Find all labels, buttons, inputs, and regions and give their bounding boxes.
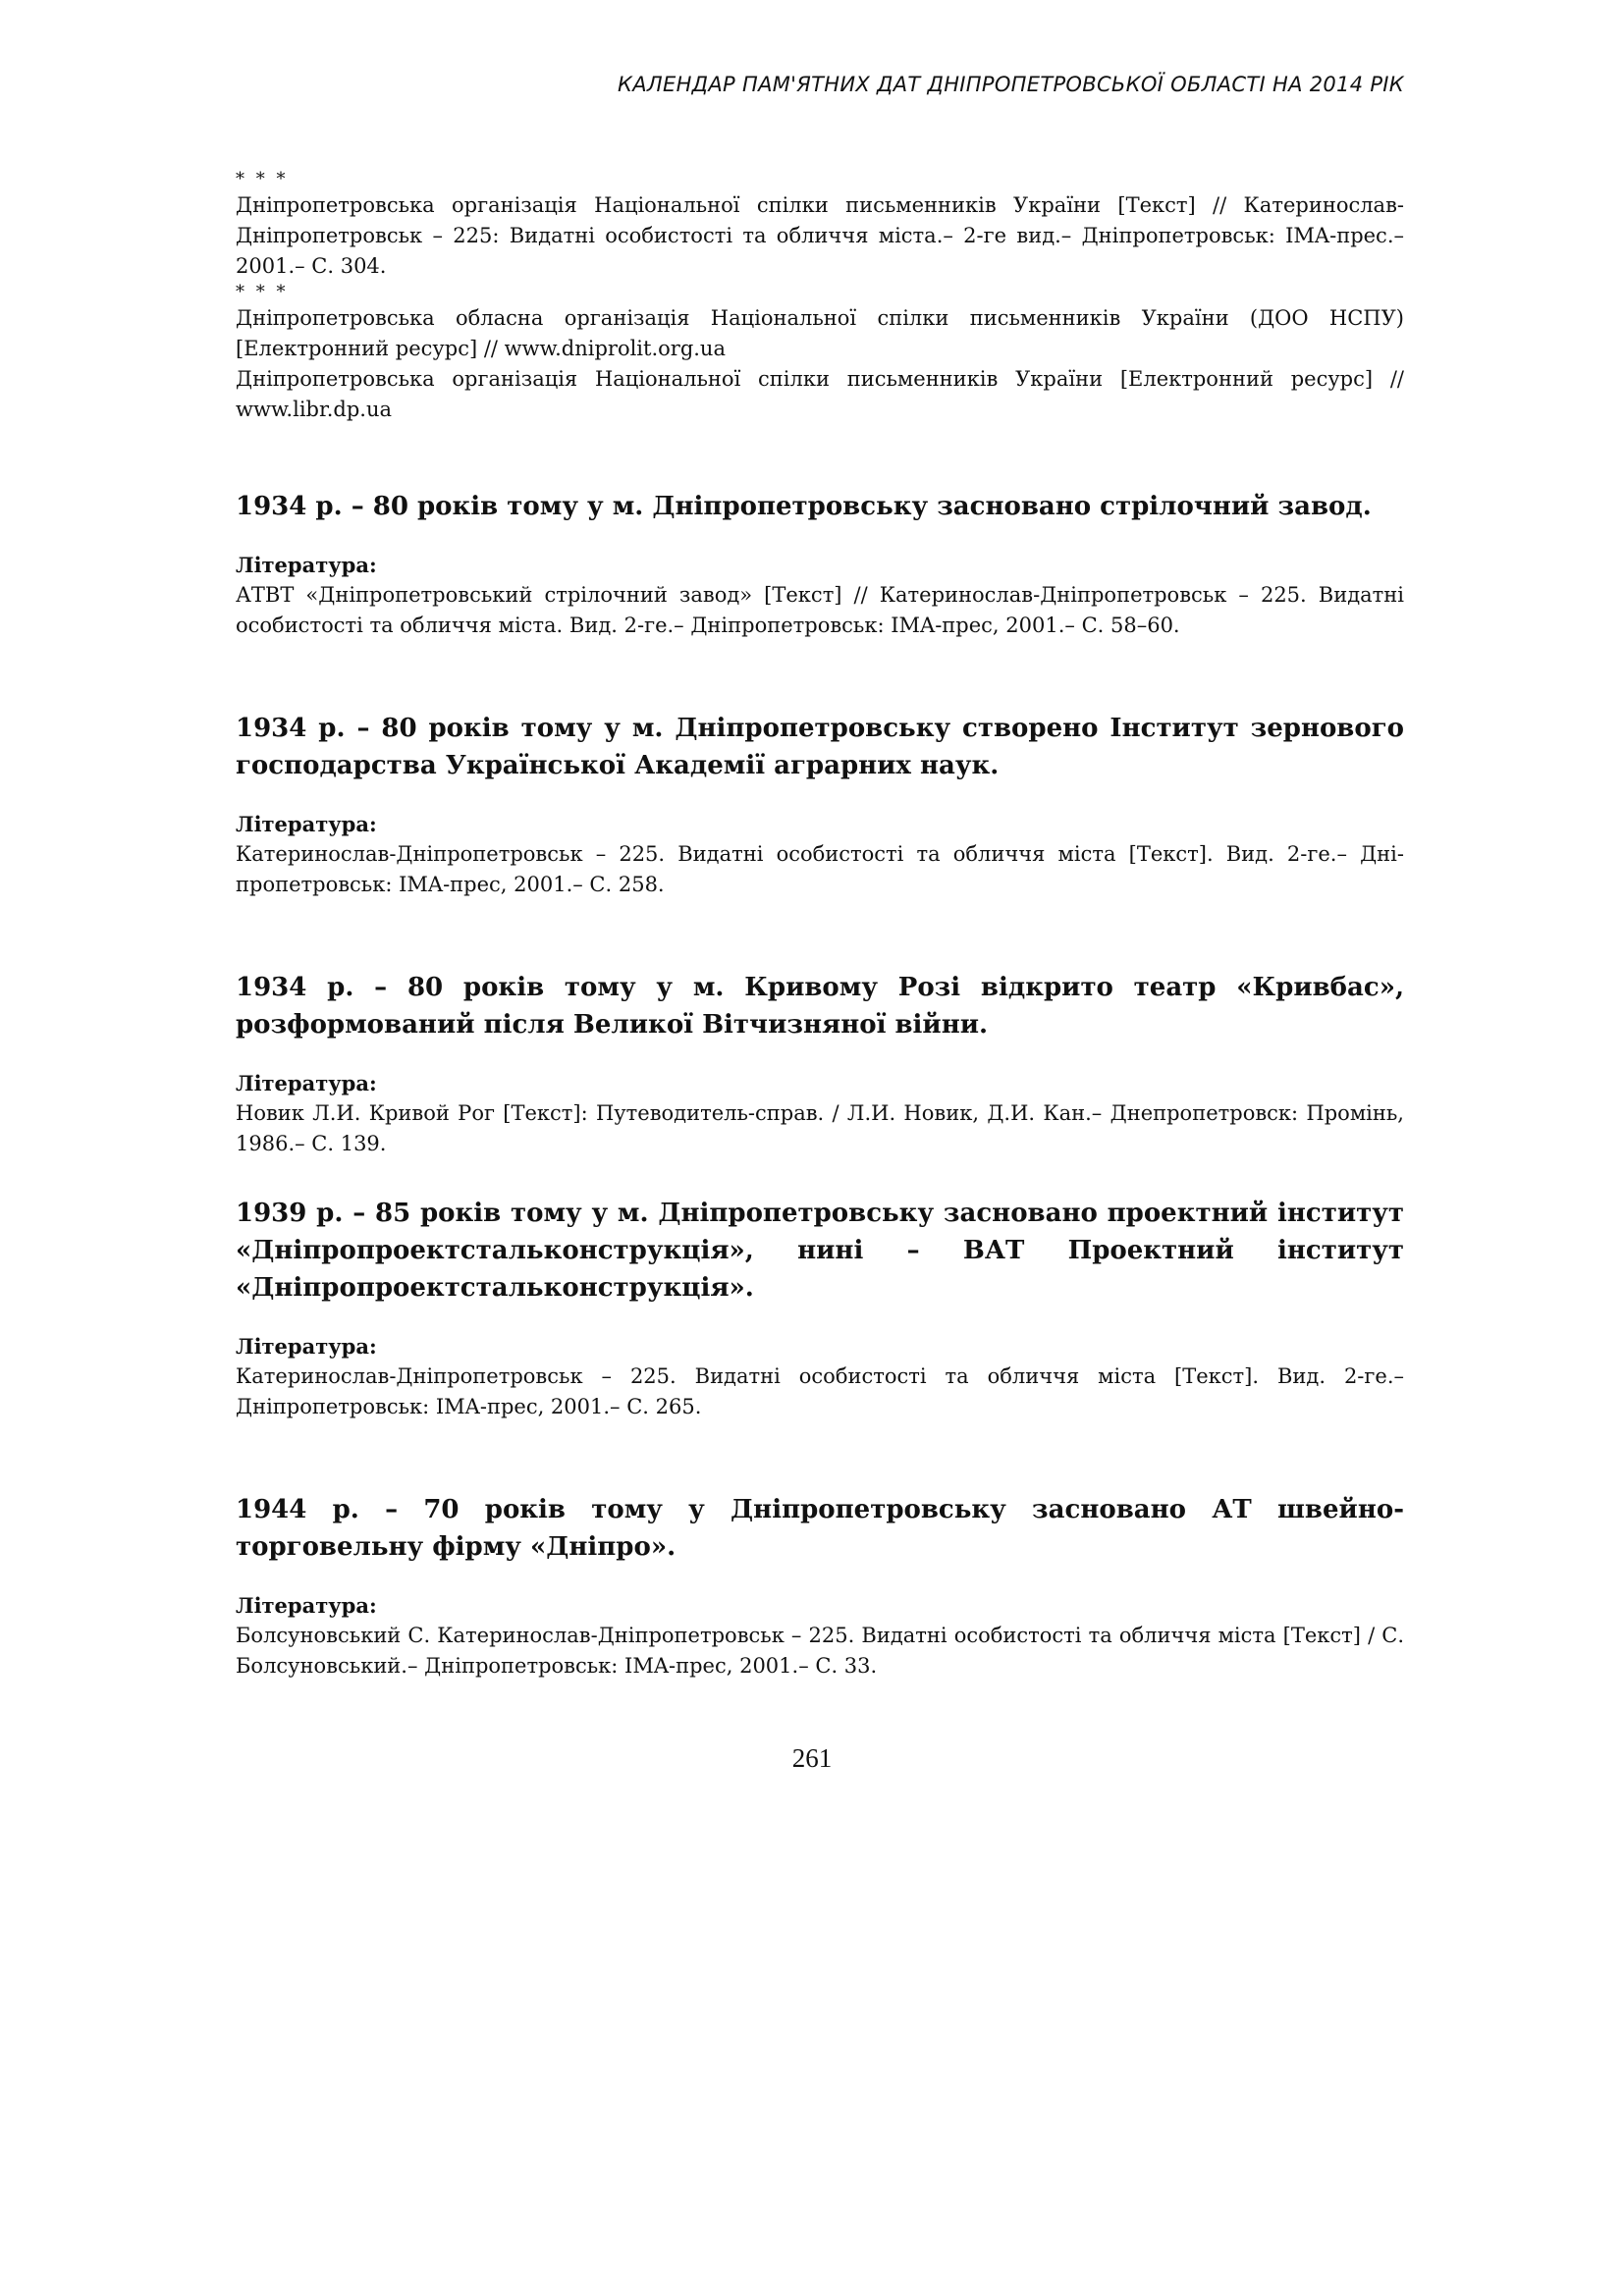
reference-entry: Дніпропетровська організація Національної спілки письменників України [Текст] // Катеринослав-Дніпропетровськ – 225: Видатні особистості та обличчя міста.– 2-ге вид.– Дніпропетровськ: IMA-прес.– 2001.– С. 304.	[236, 193, 1404, 278]
literature-label: Література:	[236, 1593, 377, 1618]
page-number: 261	[791, 1743, 833, 1773]
reference-entry: Болсуновський С. Катеринослав-Дніпропетровськ – 225. Видатні особистості та обличчя міста [Текст] / С. Болсуновський.– Дніпропетровськ: IMA-прес, 2001.– С. 33.	[236, 1624, 1404, 1678]
event-title: 1944 р. – 70 років тому у Дніпропетровську засновано АТ швейно-торговельну фірму «Дніпро».	[236, 1495, 1404, 1562]
literature-label: Література:	[236, 1071, 377, 1095]
page-content	[236, 169, 1404, 1682]
event-entry	[236, 1195, 1404, 1422]
reference-entry: Новик Л.И. Кривой Рог [Текст]: Путеводитель-справ. / Л.И. Новик, Д.И. Кан.– Днепропетровск: Промінь, 1986.– С. 139.	[236, 1101, 1404, 1155]
reference-entry: Катеринослав-Дніпропетровськ – 225. Видатні особистості та обличчя міста [Текст]. Вид. 2-ге.– Дніпропетровськ: IMA-прес, 2001.– С. 265.	[236, 1364, 1404, 1418]
literature-label: Література:	[236, 553, 377, 577]
event-entry	[236, 710, 1404, 900]
running-header: КАЛЕНДАР ПАМ'ЯТНИХ ДАТ ДНІПРОПЕТРОВСЬКОЇ ОБЛАСТІ НА 2014 РІК	[618, 73, 1404, 96]
section-separator: * * *	[236, 282, 289, 302]
reference-entry: Катеринослав-Дніпропетровськ – 225. Видатні особистості та обличчя міста [Текст]. Вид. 2-ге.– Дні-пропетровськ: IMA-прес, 2001.– С. 258.	[236, 842, 1404, 896]
section-separator: * * *	[236, 169, 289, 189]
literature-label: Література:	[236, 1334, 377, 1359]
event-title: 1939 р. – 85 років тому у м. Дніпропетровську засновано проектний інститут «Дніпропроектстальконструкція», нині – ВАТ Проектний інститут «Дніпропроектстальконструкція».	[236, 1199, 1404, 1303]
event-entry	[236, 488, 1404, 641]
event-title: 1934 р. – 80 років тому у м. Дніпропетровську створено Інститут зернового господарства Української Академії аграрних наук.	[236, 714, 1404, 780]
event-entry	[236, 1491, 1404, 1682]
reference-entry: АТВТ «Дніпропетровський стрілочний завод» [Текст] // Катеринослав-Дніпропетровськ – 225. Видатні особистості та обличчя міста. Вид. 2-ге.– Дніпропетровськ: IMA-прес, 2001.– С. 58–60.	[236, 583, 1404, 637]
event-entry	[236, 969, 1404, 1159]
reference-entry: Дніпропетровська обласна організація Національної спілки письменників України (ДОО НСПУ) [Електронний ресурс] // www.dniprolit.org.ua	[236, 306, 1404, 360]
event-title: 1934 р. – 80 років тому у м. Дніпропетровську засновано стрілочний завод.	[236, 492, 1372, 521]
event-title: 1934 р. – 80 років тому у м. Кривому Розі відкрито театр «Кривбас», розформований після Великої Вітчизняної війни.	[236, 973, 1404, 1040]
reference-entry: Дніпропетровська організація Національної спілки письменників України [Електронний ресурс] // www.libr.dp.ua	[236, 367, 1404, 421]
literature-label: Література:	[236, 812, 377, 836]
